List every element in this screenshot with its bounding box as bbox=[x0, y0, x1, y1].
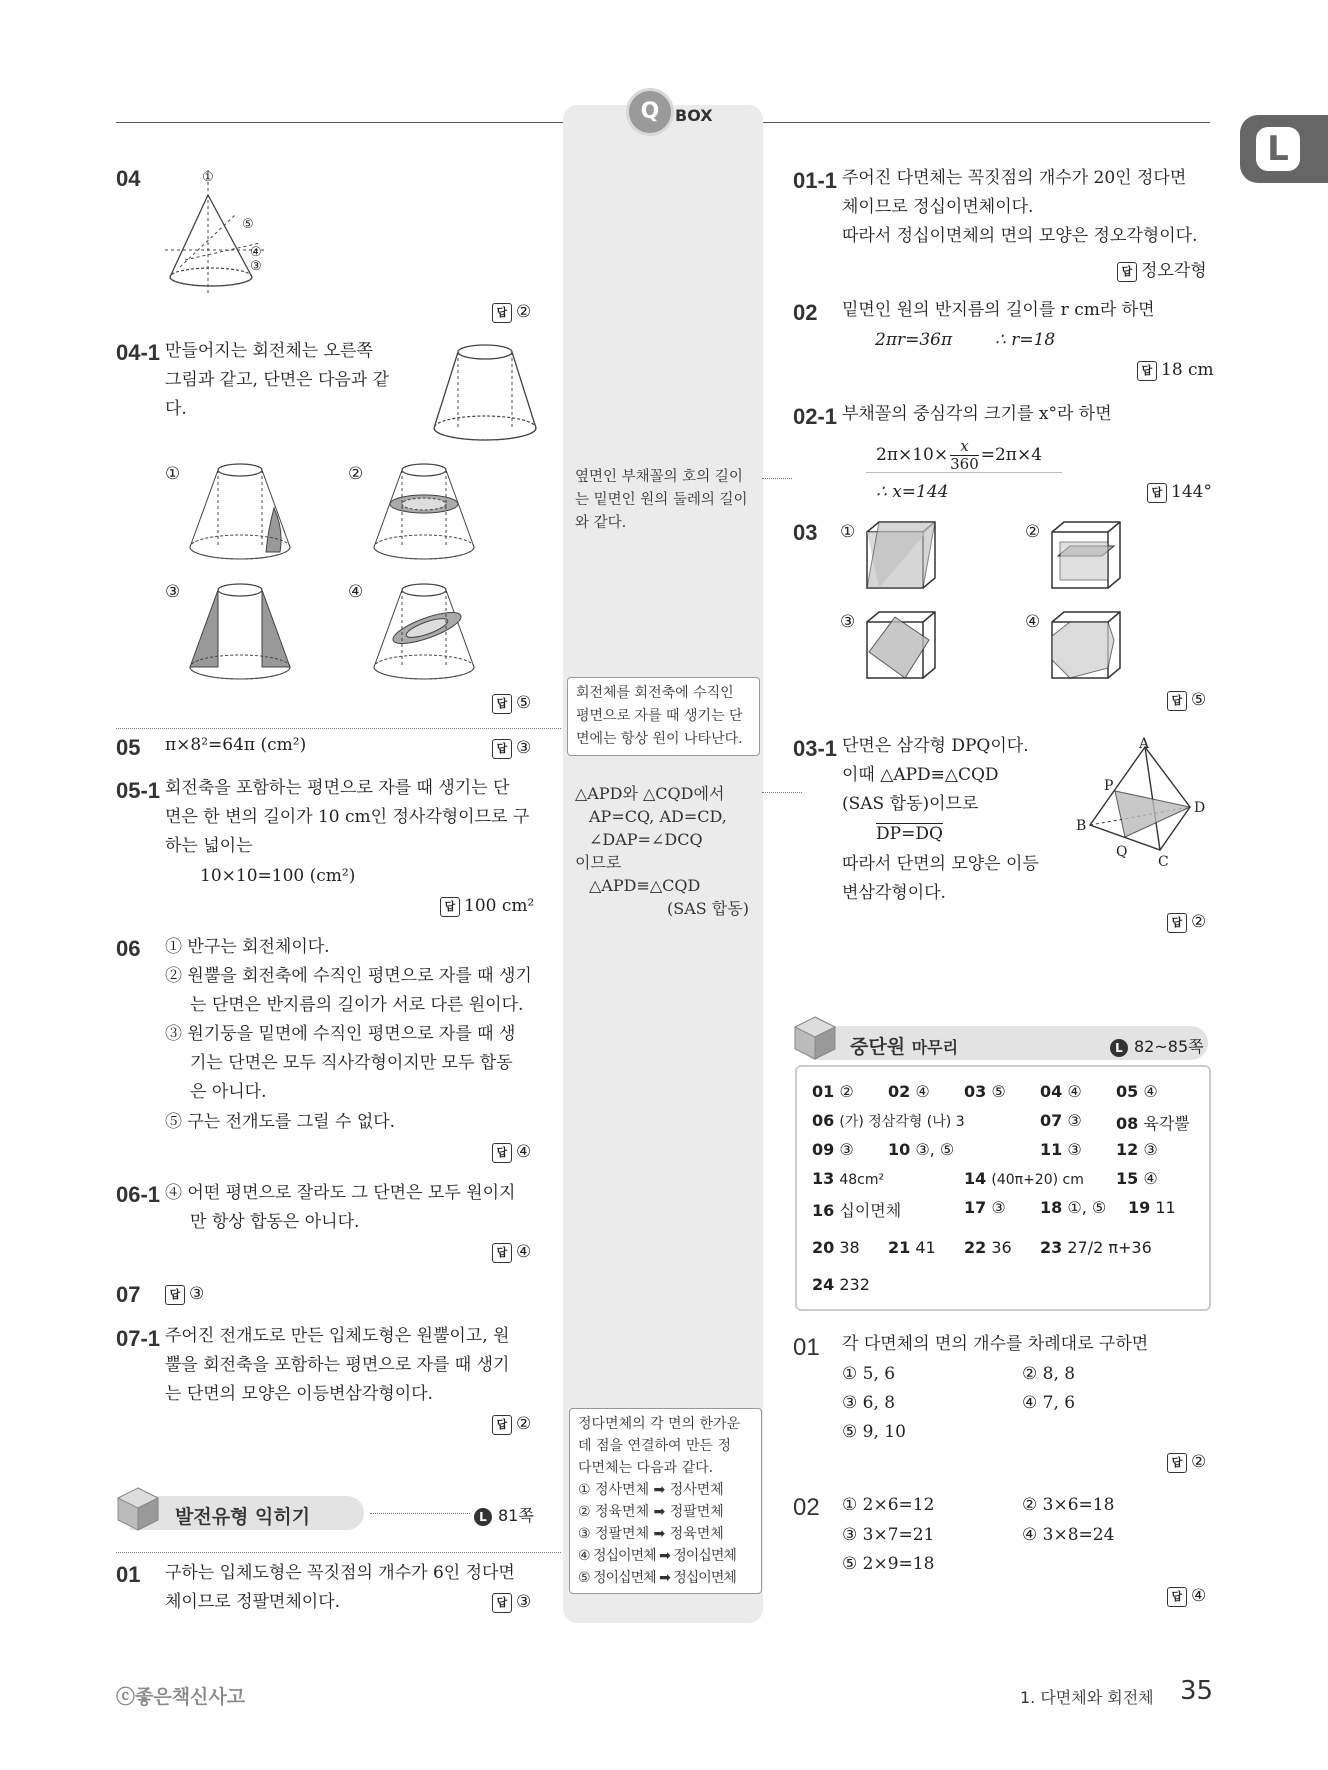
solution-line: 뿔을 회전축을 포함하는 평면으로 자를 때 생기 bbox=[165, 1355, 510, 1375]
problem-number: 01 bbox=[116, 1562, 141, 1587]
answer-item: 09 ③ bbox=[812, 1140, 854, 1159]
option: ③ 3×7=21 bbox=[842, 1525, 935, 1545]
answer: 답 ④ bbox=[492, 1242, 531, 1263]
section-figure-3 bbox=[188, 580, 292, 685]
answer-item: 01 ② bbox=[812, 1082, 854, 1101]
problem-number: 06 bbox=[116, 936, 141, 961]
problem-number: 02-1 bbox=[793, 404, 838, 429]
qbox-note-arc: 옆면인 부채꼴의 호의 길이 는 밑면인 원의 둘레의 길이 와 같다. bbox=[575, 469, 748, 531]
solution-line: 각 다면체의 면의 개수를 차례대로 구하면 bbox=[842, 1334, 1149, 1354]
figure-label: ② bbox=[1025, 522, 1041, 542]
vertex-label: B bbox=[1076, 818, 1087, 834]
answer-item: 02 ④ bbox=[888, 1082, 930, 1101]
answer: 답 ⑤ bbox=[1167, 690, 1206, 711]
solution-line: 체이므로 정팔면체이다. bbox=[165, 1592, 341, 1612]
answer-item: 23 27/2 π+36 bbox=[1040, 1238, 1152, 1257]
solution-line: 밑면인 원의 반지름의 길이를 r cm라 하면 bbox=[842, 300, 1155, 320]
page-number: 35 bbox=[1180, 1676, 1214, 1706]
option: ③ 6, 8 bbox=[842, 1393, 896, 1413]
cube-section-3 bbox=[865, 610, 937, 682]
vertex-label: Q bbox=[1116, 844, 1128, 860]
answer-item: 07 ③ bbox=[1040, 1111, 1082, 1130]
equation: ∴ x=144 bbox=[876, 482, 949, 502]
q-box-logo: Q bbox=[626, 88, 674, 136]
solution-line: (SAS 합동)이므로 bbox=[842, 794, 979, 814]
equation: 2πr=36π bbox=[875, 330, 953, 350]
solution-line: 부채꼴의 중심각의 크기를 x°라 하면 bbox=[842, 404, 1112, 424]
answer: 답 ④ bbox=[1167, 1586, 1206, 1607]
figure-label: ③ bbox=[165, 582, 181, 602]
dotted-leader bbox=[370, 1513, 470, 1514]
dotted-leader bbox=[116, 1552, 561, 1553]
problem-number: 02 bbox=[793, 300, 818, 325]
section-title: 발전유형 익히기 bbox=[175, 1506, 311, 1528]
q-box-label: BOX bbox=[675, 106, 713, 125]
answer-item: 14 (40π+20) cm bbox=[964, 1169, 1084, 1188]
figure-label: ① bbox=[840, 522, 856, 542]
answer-item: 11 ③ bbox=[1040, 1140, 1082, 1159]
solution-line: 따라서 정십이면체의 면의 모양은 정오각형이다. bbox=[842, 226, 1198, 246]
problem-number: 07 bbox=[116, 1282, 141, 1307]
answer: 답 ④ bbox=[492, 1142, 531, 1163]
answer-item: 13 48cm² bbox=[812, 1169, 885, 1188]
vertex-label: C bbox=[1158, 854, 1169, 870]
answer-item: 06 (가) 정삼각형 (나) 3 bbox=[812, 1111, 965, 1130]
figure-label: ② bbox=[348, 464, 364, 484]
figure-label: ⑤ bbox=[242, 217, 254, 232]
problem-number: 05-1 bbox=[116, 778, 161, 803]
answer: 답 ③ bbox=[492, 1592, 531, 1613]
cube-section-1 bbox=[865, 520, 937, 592]
cone-figure bbox=[160, 165, 280, 305]
solution-line: 그림과 같고, 단면은 다음과 같 bbox=[165, 370, 390, 390]
answer-item: 12 ③ bbox=[1116, 1140, 1158, 1159]
problem-number: 03-1 bbox=[793, 736, 838, 761]
solution-line: 주어진 전개도로 만든 입체도형은 원뿔이고, 원 bbox=[165, 1326, 510, 1346]
section-figure-2 bbox=[372, 460, 476, 565]
option: ④ 3×8=24 bbox=[1022, 1525, 1115, 1545]
answer: 답 ③ bbox=[165, 1284, 204, 1305]
answer-item: 20 38 bbox=[812, 1238, 860, 1257]
section-title: 중단원 마무리 bbox=[850, 1036, 959, 1058]
solution-line: 하는 넓이는 bbox=[165, 836, 253, 856]
section-cube-icon bbox=[116, 1486, 160, 1532]
answer-item: 21 41 bbox=[888, 1238, 936, 1257]
solution-line: 변삼각형이다. bbox=[842, 883, 946, 903]
problem-number: 07-1 bbox=[116, 1326, 161, 1351]
figure-label: ④ bbox=[348, 582, 364, 602]
answer: 답 ② bbox=[492, 1414, 531, 1435]
solution-line: DP=DQ bbox=[876, 824, 943, 844]
problem-number: 05 bbox=[116, 735, 141, 760]
page-reference: L 82~85쪽 bbox=[1110, 1034, 1204, 1057]
solution-line: 기는 단면은 모두 직사각형이지만 모두 합동 bbox=[190, 1053, 513, 1073]
solution-line: 는 단면의 모양은 이등변삼각형이다. bbox=[165, 1384, 433, 1404]
vertex-label: D bbox=[1194, 800, 1206, 816]
solution-line: π×8²=64π (cm²) bbox=[165, 735, 307, 755]
answer-item: 22 36 bbox=[964, 1238, 1012, 1257]
answer: 답 ② bbox=[1167, 912, 1206, 933]
answer: 답 ② bbox=[1167, 1452, 1206, 1473]
answer-item: 10 ③, ⑤ bbox=[888, 1140, 955, 1159]
figure-label: ③ bbox=[250, 259, 262, 274]
dotted-leader bbox=[762, 478, 792, 479]
publisher-mark: ⓒ좋은책신사고 bbox=[116, 1686, 246, 1708]
vertex-label: A bbox=[1139, 736, 1150, 752]
solution-line: 체이므로 정십이면체이다. bbox=[842, 197, 1034, 217]
figure-label: ④ bbox=[1025, 612, 1041, 632]
answer: 답 ② bbox=[492, 302, 531, 323]
solution-line: ④ 어떤 평면으로 잘라도 그 단면은 모두 원이지 bbox=[165, 1183, 516, 1203]
solution-line: 회전축을 포함하는 평면으로 자를 때 생기는 단 bbox=[165, 778, 510, 798]
dotted-leader bbox=[116, 728, 561, 729]
solution-line: 은 아니다. bbox=[190, 1082, 267, 1102]
answer-item: 05 ④ bbox=[1116, 1082, 1158, 1101]
solution-line: 이때 △APD≡△CQD bbox=[842, 765, 999, 785]
equation: ∴ r=18 bbox=[995, 330, 1056, 350]
cube-section-2 bbox=[1050, 520, 1122, 592]
figure-label: ① bbox=[165, 464, 181, 484]
answer-item: 08 육각뿔 bbox=[1116, 1114, 1190, 1133]
cube-section-4 bbox=[1050, 610, 1122, 682]
solution-line: 10×10=100 (cm²) bbox=[200, 866, 356, 886]
problem-number: 03 bbox=[793, 520, 818, 545]
option: ④ 7, 6 bbox=[1022, 1393, 1076, 1413]
chapter-title: 1. 다면체와 회전체 bbox=[1020, 1688, 1154, 1707]
solution-line: 단면은 삼각형 DPQ이다. bbox=[842, 736, 1029, 756]
problem-number: 06-1 bbox=[116, 1182, 161, 1207]
answer-item: 18 ①, ⑤ bbox=[1040, 1198, 1107, 1217]
problem-number: 01-1 bbox=[793, 168, 838, 193]
answer: 답 144° bbox=[1147, 482, 1212, 503]
qbox-note-rotation: 회전체를 회전축에 수직인 평면으로 자를 때 생기는 단 면에는 항상 원이 나타난다. bbox=[567, 677, 760, 756]
problem-number: 04 bbox=[116, 166, 141, 191]
solution-line: ③ 원기둥을 밑면에 수직인 평면으로 자를 때 생 bbox=[165, 1024, 516, 1044]
solution-line: 만들어지는 회전체는 오른쪽 bbox=[165, 341, 373, 361]
problem-number: 02 bbox=[793, 1494, 820, 1521]
answer: 답 ⑤ bbox=[492, 693, 531, 714]
solution-line: 면은 한 변의 길이가 10 cm인 정사각형이므로 구 bbox=[165, 807, 530, 827]
option: ⑤ 9, 10 bbox=[842, 1422, 906, 1442]
solution-line: ⑤ 구는 전개도를 그릴 수 없다. bbox=[165, 1112, 396, 1132]
section-figure-4 bbox=[372, 580, 476, 685]
figure-label: ③ bbox=[840, 612, 856, 632]
answer: 답 18 cm bbox=[1137, 360, 1214, 381]
option: ① 2×6=12 bbox=[842, 1495, 935, 1515]
solution-line: 구하는 입체도형은 꼭짓점의 개수가 6인 정다면 bbox=[165, 1563, 515, 1583]
solution-line: 는 단면은 반지름의 길이가 서로 다른 원이다. bbox=[190, 995, 524, 1015]
solution-line: 다. bbox=[165, 399, 187, 419]
option: ② 3×6=18 bbox=[1022, 1495, 1115, 1515]
problem-number: 01 bbox=[793, 1334, 820, 1361]
answer-item: 17 ③ bbox=[964, 1198, 1006, 1217]
level-tab bbox=[1240, 115, 1328, 183]
qbox-note-dual-polyhedra: 정다면체의 각 면의 한가운 데 점을 연결하여 만든 정 다면체는 다음과 같다. ① 정사면체 ➡ 정사면체 ② 정육면체 ➡ 정팔면체 ③ 정팔면체 ➡ 정육면체 ④ 정십이면체 ➡ 정이십면체 ⑤ 정이십면체 ➡ 정십이면체 bbox=[569, 1408, 762, 1594]
section-figure-1 bbox=[188, 460, 292, 565]
answer-item: 19 11 bbox=[1128, 1198, 1176, 1217]
solution-line: ② 원뿔을 회전축에 수직인 평면으로 자를 때 생기 bbox=[165, 966, 532, 986]
figure-label: ① bbox=[202, 170, 214, 185]
option: ⑤ 2×9=18 bbox=[842, 1554, 935, 1574]
truncated-cone-figure bbox=[430, 340, 540, 445]
answer-item: 03 ⑤ bbox=[964, 1082, 1006, 1101]
answer-item: 16 십이면체 bbox=[812, 1201, 902, 1220]
answer-item: 24 232 bbox=[812, 1275, 870, 1294]
qbox-note-congruence: △APD와 △CQD에서 AP=CQ, AD=CD, ∠DAP=∠DCQ 이므로 △APD≡△CQD (SAS 합동) bbox=[575, 784, 749, 918]
level-tab-letter: L bbox=[1256, 127, 1300, 171]
solution-line: 만 항상 합동은 아니다. bbox=[190, 1212, 360, 1232]
answer-item: 15 ④ bbox=[1116, 1169, 1158, 1188]
vertex-label: P bbox=[1104, 778, 1114, 794]
solution-line: 따라서 단면의 모양은 이등 bbox=[842, 854, 1039, 874]
solution-line: ① 반구는 회전체이다. bbox=[165, 937, 330, 957]
answer: 답 ③ bbox=[492, 738, 531, 759]
problem-number: 04-1 bbox=[116, 340, 161, 365]
page-reference: L 81쪽 bbox=[474, 1503, 534, 1526]
dotted-leader bbox=[762, 792, 802, 793]
underline bbox=[866, 472, 1062, 473]
section-cube-icon bbox=[793, 1015, 837, 1061]
answer: 답 100 cm² bbox=[440, 896, 534, 917]
option: ① 5, 6 bbox=[842, 1364, 896, 1384]
solution-line: 주어진 다면체는 꼭짓점의 개수가 20인 정다면 bbox=[842, 168, 1187, 188]
figure-label: ④ bbox=[250, 245, 262, 260]
answer-item: 04 ④ bbox=[1040, 1082, 1082, 1101]
equation: 2π×10× $\frac{x}{360}$ =2π×4 bbox=[876, 437, 1043, 473]
option: ② 8, 8 bbox=[1022, 1364, 1076, 1384]
answer: 답 정오각형 bbox=[1117, 256, 1207, 282]
